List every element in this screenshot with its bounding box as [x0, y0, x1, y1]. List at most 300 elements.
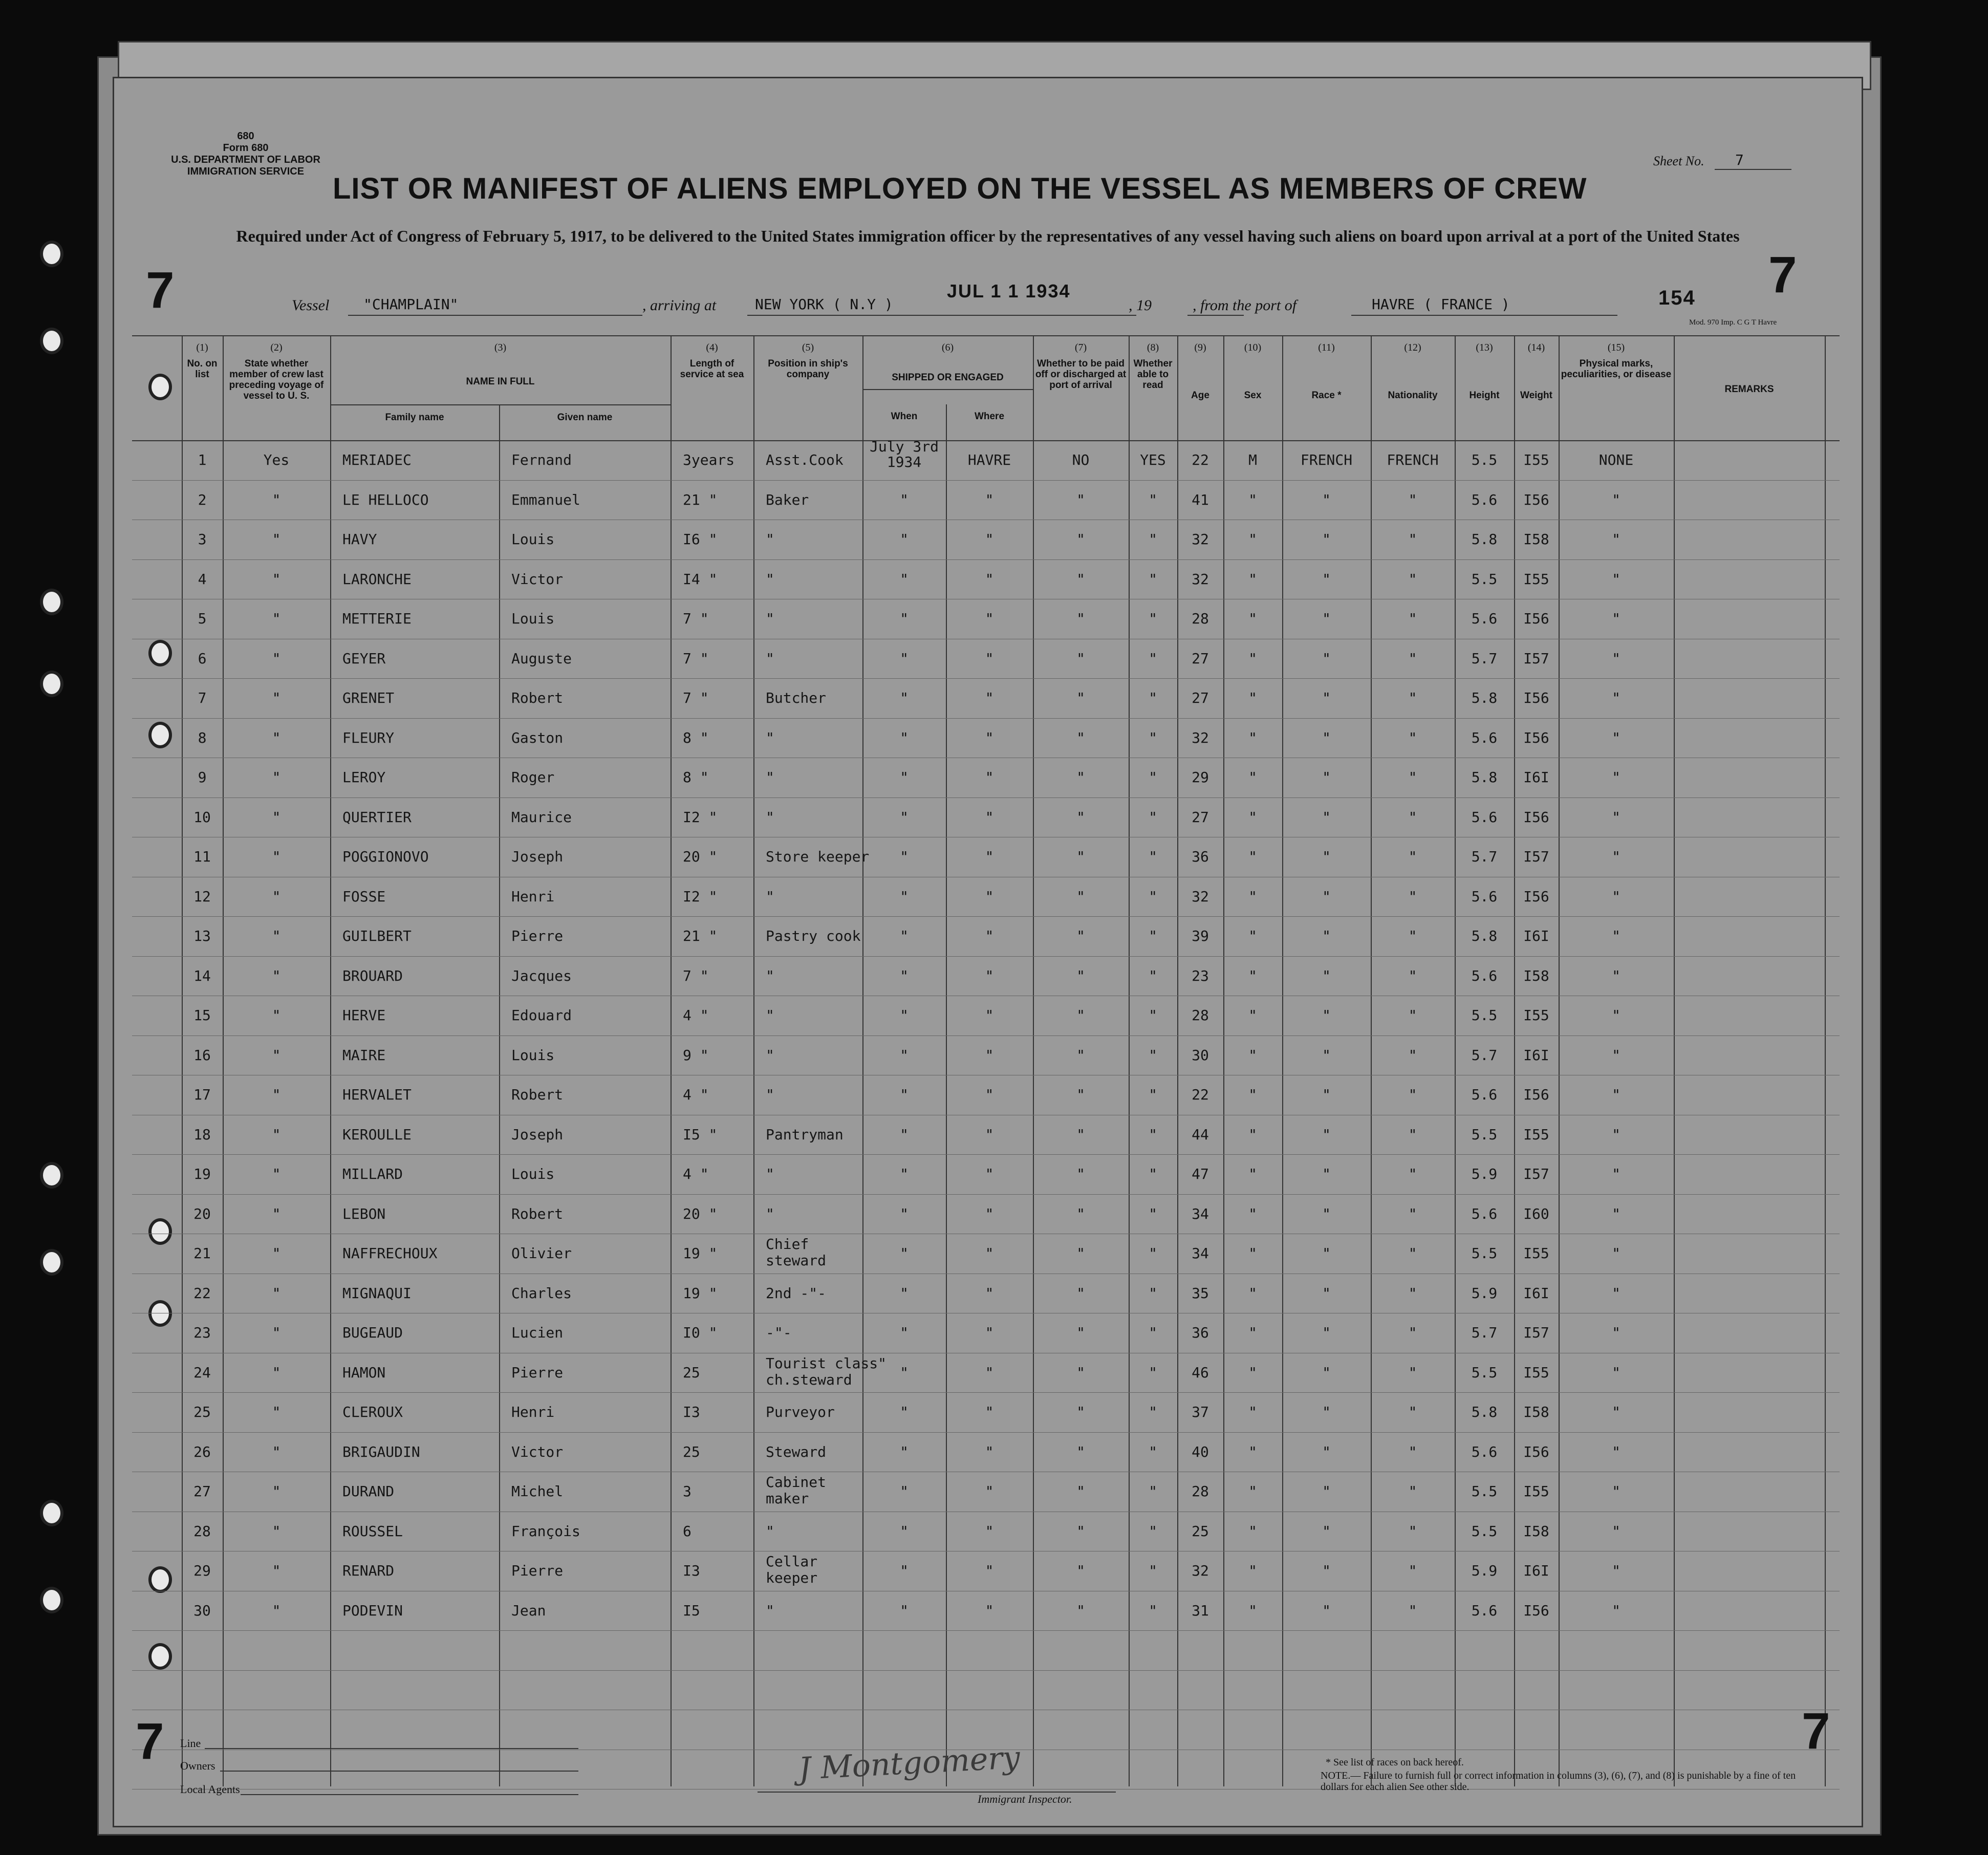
- cell-position: ": [766, 1205, 774, 1222]
- cell-when: ": [900, 650, 909, 667]
- cell-family: MIGNAQUI: [342, 1284, 412, 1302]
- cell-nat: ": [1408, 1443, 1417, 1460]
- row-rule: [132, 1432, 1840, 1433]
- cell-when: ": [900, 967, 909, 984]
- cell-marks: ": [1612, 531, 1620, 548]
- column-header: No. on list: [187, 358, 218, 380]
- cell-height: 5.6: [1471, 729, 1498, 746]
- cell-sex: ": [1248, 729, 1257, 746]
- punch-hole: [148, 1566, 172, 1593]
- agents-underline: [241, 1794, 578, 1795]
- cell-height: 5.5: [1471, 1364, 1498, 1381]
- cell-where: ": [985, 848, 994, 865]
- cell-age: 41: [1192, 491, 1209, 508]
- cell-service: 6: [683, 1522, 692, 1540]
- cell-marks: ": [1612, 1166, 1620, 1182]
- table-top-border: [132, 335, 1840, 336]
- cell-sex: ": [1248, 570, 1257, 588]
- cell-given: Lucien: [511, 1324, 564, 1341]
- cell-service: 25: [683, 1364, 700, 1381]
- from-port-label: , from the port of: [1193, 297, 1297, 314]
- cell-given: Olivier: [511, 1245, 572, 1262]
- cell-height: 5.6: [1471, 610, 1498, 627]
- cell-weight: I55: [1523, 1007, 1549, 1024]
- cell-given: Gaston: [511, 729, 564, 746]
- cell-when: ": [900, 491, 909, 508]
- cell-position: Store keeper: [766, 848, 870, 865]
- cell-read: ": [1149, 1284, 1157, 1302]
- cell-sex: ": [1248, 1562, 1257, 1579]
- column-header: Sex: [1244, 390, 1262, 401]
- cell-sex: ": [1248, 888, 1257, 905]
- cell-nat: ": [1408, 1126, 1417, 1143]
- cell-no: 12: [193, 888, 211, 905]
- page-mark-top-right: 7: [1768, 246, 1797, 304]
- cell-position: Pastry cook: [766, 928, 861, 944]
- cell-family: QUERTIER: [342, 808, 412, 826]
- cell-family: CLEROUX: [342, 1404, 403, 1420]
- cell-position: -"-: [766, 1324, 792, 1341]
- punch-hole: [40, 1162, 63, 1189]
- cell-sex: ": [1248, 967, 1257, 984]
- cell-prev: ": [272, 888, 281, 905]
- cell-when: ": [900, 1126, 909, 1143]
- cell-where: ": [985, 1245, 994, 1262]
- cell-height: 5.5: [1471, 1483, 1498, 1500]
- cell-family: ROUSSEL: [342, 1522, 403, 1540]
- cell-height: 5.6: [1471, 1602, 1498, 1619]
- cell-no: 25: [193, 1404, 211, 1420]
- cell-sex: ": [1248, 1007, 1257, 1024]
- cell-read: ": [1149, 1245, 1157, 1262]
- column-header: NAME IN FULL: [466, 376, 535, 387]
- cell-paid: ": [1076, 570, 1085, 588]
- cell-family: POGGIONOVO: [342, 848, 429, 865]
- column-header: Whether able to read: [1133, 358, 1173, 391]
- cell-marks: ": [1612, 729, 1620, 746]
- cell-where: ": [985, 1483, 994, 1500]
- cell-age: 27: [1192, 650, 1209, 667]
- cell-family: BUGEAUD: [342, 1324, 403, 1341]
- cell-height: 5.6: [1471, 1086, 1498, 1103]
- cell-no: 21: [193, 1245, 211, 1262]
- cell-prev: ": [272, 570, 281, 588]
- cell-paid: ": [1076, 650, 1085, 667]
- cell-family: METTERIE: [342, 610, 412, 627]
- cell-age: 46: [1192, 1364, 1209, 1381]
- cell-nat: ": [1408, 888, 1417, 905]
- punch-hole: [148, 1643, 172, 1670]
- cell-no: 9: [198, 769, 207, 786]
- cell-position: ": [766, 1046, 774, 1064]
- row-rule: [132, 1392, 1840, 1393]
- cell-family: LE HELLOCO: [342, 491, 429, 508]
- cell-prev: ": [272, 1602, 281, 1619]
- cell-age: 32: [1192, 570, 1209, 588]
- cell-nat: ": [1408, 1007, 1417, 1024]
- punch-hole: [148, 722, 172, 748]
- cell-read: ": [1149, 928, 1157, 944]
- cell-weight: I56: [1523, 610, 1549, 627]
- cell-height: 5.6: [1471, 808, 1498, 826]
- cell-weight: I56: [1523, 689, 1549, 706]
- punch-hole: [40, 1249, 63, 1276]
- cell-service: I5: [683, 1602, 700, 1619]
- cell-weight: I56: [1523, 1086, 1549, 1103]
- cell-given: Robert: [511, 1205, 564, 1222]
- cell-age: 34: [1192, 1245, 1209, 1262]
- cell-when: ": [900, 1284, 909, 1302]
- cell-paid: ": [1076, 848, 1085, 865]
- cell-weight: I55: [1523, 1483, 1549, 1500]
- cell-position: ": [766, 1007, 774, 1024]
- column-rule: [1674, 335, 1675, 1786]
- cell-where: ": [985, 689, 994, 706]
- cell-marks: ": [1612, 491, 1620, 508]
- cell-marks: ": [1612, 689, 1620, 706]
- cell-prev: ": [272, 650, 281, 667]
- cell-nat: ": [1408, 808, 1417, 826]
- cell-paid: ": [1076, 769, 1085, 786]
- punch-hole: [40, 671, 63, 697]
- cell-weight: I55: [1523, 1364, 1549, 1381]
- cell-paid: ": [1076, 1166, 1085, 1182]
- cell-no: 27: [193, 1483, 211, 1500]
- punch-hole: [40, 1587, 63, 1613]
- penalty-note: NOTE.— Failure to furnish full or correct information in columns (3), (6), (7), and (8) is punishable by a fine of ten dollars for each alien See other side.: [1321, 1770, 1796, 1793]
- cell-race: ": [1322, 1522, 1331, 1540]
- cell-given: Henri: [511, 888, 555, 905]
- cell-given: François: [511, 1522, 580, 1540]
- cell-prev: ": [272, 1284, 281, 1302]
- cell-height: 5.8: [1471, 769, 1498, 786]
- cell-no: 6: [198, 650, 207, 667]
- cell-weight: I58: [1523, 531, 1549, 548]
- cell-sex: ": [1248, 1324, 1257, 1341]
- cell-read: ": [1149, 650, 1157, 667]
- subheader-rule: [862, 389, 1033, 390]
- cell-no: 17: [193, 1086, 211, 1103]
- subheader-when: When: [891, 411, 918, 422]
- cell-paid: ": [1076, 1483, 1085, 1500]
- cell-service: 21 ": [683, 491, 718, 508]
- cell-paid: ": [1076, 1284, 1085, 1302]
- cell-age: 32: [1192, 531, 1209, 548]
- column-header: Weight: [1520, 390, 1552, 401]
- cell-given: Jacques: [511, 967, 572, 984]
- cell-race: ": [1322, 1562, 1331, 1579]
- cell-service: I6 ": [683, 531, 718, 548]
- cell-race: ": [1322, 1364, 1331, 1381]
- cell-marks: ": [1612, 1007, 1620, 1024]
- cell-service: I2 ": [683, 888, 718, 905]
- cell-prev: ": [272, 1086, 281, 1103]
- cell-no: 11: [193, 848, 211, 865]
- cell-sex: ": [1248, 1126, 1257, 1143]
- cell-age: 36: [1192, 1324, 1209, 1341]
- cell-service: 7 ": [683, 610, 709, 627]
- cell-race: ": [1322, 928, 1331, 944]
- cell-no: 13: [193, 928, 211, 944]
- cell-no: 8: [198, 729, 207, 746]
- cell-sex: ": [1248, 1205, 1257, 1222]
- cell-where: ": [985, 1602, 994, 1619]
- cell-family: FOSSE: [342, 888, 386, 905]
- cell-race: ": [1322, 769, 1331, 786]
- cell-service: 4 ": [683, 1166, 709, 1182]
- page-mark-top-left: 7: [146, 262, 175, 319]
- cell-paid: ": [1076, 531, 1085, 548]
- column-number: (13): [1476, 342, 1493, 353]
- cell-sex: ": [1248, 1404, 1257, 1420]
- cell-race: ": [1322, 967, 1331, 984]
- cell-height: 5.6: [1471, 1205, 1498, 1222]
- cell-weight: I56: [1523, 1443, 1549, 1460]
- cell-read: ": [1149, 570, 1157, 588]
- subheader-family: Family name: [385, 412, 444, 423]
- cell-weight: I6I: [1523, 769, 1549, 786]
- cell-race: ": [1322, 888, 1331, 905]
- cell-race: ": [1322, 610, 1331, 627]
- cell-read: ": [1149, 1562, 1157, 1579]
- cell-height: 5.6: [1471, 967, 1498, 984]
- cell-position: ": [766, 650, 774, 667]
- cell-no: 1: [198, 451, 207, 468]
- cell-sex: ": [1248, 1483, 1257, 1500]
- cell-nat: ": [1408, 1324, 1417, 1341]
- cell-read: ": [1149, 1007, 1157, 1024]
- cell-paid: ": [1076, 1205, 1085, 1222]
- cell-race: ": [1322, 1205, 1331, 1222]
- cell-read: ": [1149, 729, 1157, 746]
- cell-read: ": [1149, 1483, 1157, 1500]
- cell-sex: ": [1248, 808, 1257, 826]
- row-rule: [132, 1154, 1840, 1155]
- cell-nat: ": [1408, 1284, 1417, 1302]
- cell-prev: ": [272, 928, 281, 944]
- cell-where: ": [985, 1284, 994, 1302]
- cell-marks: ": [1612, 928, 1620, 944]
- cell-sex: ": [1248, 928, 1257, 944]
- cell-family: LEBON: [342, 1205, 386, 1222]
- column-number: (14): [1527, 342, 1545, 353]
- column-number: (15): [1607, 342, 1625, 353]
- cell-given: Maurice: [511, 808, 572, 826]
- cell-weight: I6I: [1523, 928, 1549, 944]
- cell-service: 8 ": [683, 769, 709, 786]
- line-label: Line: [180, 1737, 201, 1750]
- cell-no: 5: [198, 610, 207, 627]
- cell-family: HAVY: [342, 531, 377, 548]
- cell-prev: ": [272, 1046, 281, 1064]
- cell-family: LEROY: [342, 769, 386, 786]
- cell-read: ": [1149, 769, 1157, 786]
- cell-family: FLEURY: [342, 729, 395, 746]
- cell-sex: ": [1248, 491, 1257, 508]
- cell-race: ": [1322, 729, 1331, 746]
- row-rule: [132, 718, 1840, 719]
- inspector-signature: J Montgomery: [797, 1739, 1021, 1787]
- cell-family: DURAND: [342, 1483, 395, 1500]
- cell-nat: ": [1408, 1205, 1417, 1222]
- cell-marks: ": [1612, 1284, 1620, 1302]
- cell-given: Robert: [511, 689, 564, 706]
- cell-nat: ": [1408, 1522, 1417, 1540]
- cell-marks: ": [1612, 1245, 1620, 1262]
- cell-read: ": [1149, 888, 1157, 905]
- cell-nat: FRENCH: [1387, 451, 1439, 468]
- cell-nat: ": [1408, 531, 1417, 548]
- cell-no: 20: [193, 1205, 211, 1222]
- cell-when: ": [900, 1522, 909, 1540]
- cell-nat: ": [1408, 689, 1417, 706]
- cell-prev: ": [272, 967, 281, 984]
- cell-marks: ": [1612, 1443, 1620, 1460]
- cell-race: ": [1322, 1126, 1331, 1143]
- cell-race: ": [1322, 650, 1331, 667]
- cell-weight: I56: [1523, 808, 1549, 826]
- cell-when: ": [900, 1443, 909, 1460]
- arriving-label: , arriving at: [642, 297, 717, 314]
- cell-weight: I55: [1523, 1245, 1549, 1262]
- cell-given: Louis: [511, 1166, 555, 1182]
- cell-where: ": [985, 967, 994, 984]
- cell-paid: ": [1076, 610, 1085, 627]
- cell-age: 22: [1192, 451, 1209, 468]
- cell-marks: ": [1612, 1483, 1620, 1500]
- cell-when: ": [900, 1046, 909, 1064]
- cell-race: ": [1322, 1284, 1331, 1302]
- cell-no: 18: [193, 1126, 211, 1143]
- cell-service: 9 ": [683, 1046, 709, 1064]
- cell-paid: ": [1076, 888, 1085, 905]
- cell-sex: ": [1248, 769, 1257, 786]
- cell-where: ": [985, 1443, 994, 1460]
- cell-marks: ": [1612, 808, 1620, 826]
- punch-hole: [40, 1500, 63, 1526]
- cell-sex: ": [1248, 1166, 1257, 1182]
- cell-race: ": [1322, 1007, 1331, 1024]
- cell-age: 27: [1192, 689, 1209, 706]
- cell-sex: ": [1248, 1046, 1257, 1064]
- cell-race: ": [1322, 848, 1331, 865]
- cell-family: GEYER: [342, 650, 386, 667]
- year-underline: [1187, 315, 1244, 316]
- cell-read: ": [1149, 967, 1157, 984]
- cell-weight: I58: [1523, 967, 1549, 984]
- cell-age: 36: [1192, 848, 1209, 865]
- cell-prev: ": [272, 1404, 281, 1420]
- cell-height: 5.9: [1471, 1562, 1498, 1579]
- cell-race: ": [1322, 1443, 1331, 1460]
- cell-paid: ": [1076, 1364, 1085, 1381]
- cell-race: ": [1322, 1483, 1331, 1500]
- cell-position: 2nd -"-: [766, 1284, 827, 1302]
- cell-nat: ": [1408, 848, 1417, 865]
- cell-service: I3: [683, 1562, 700, 1579]
- cell-paid: ": [1076, 1404, 1085, 1420]
- cell-service: 7 ": [683, 967, 709, 984]
- cell-where: ": [985, 808, 994, 826]
- cell-age: 44: [1192, 1126, 1209, 1143]
- cell-height: 5.7: [1471, 1324, 1498, 1341]
- cell-given: Victor: [511, 1443, 564, 1460]
- cell-height: 5.8: [1471, 531, 1498, 548]
- cell-age: 28: [1192, 1007, 1209, 1024]
- cell-given: Pierre: [511, 1364, 564, 1381]
- cell-paid: ": [1076, 689, 1085, 706]
- cell-marks: ": [1612, 1404, 1620, 1420]
- cell-read: ": [1149, 1602, 1157, 1619]
- vessel-name: "CHAMPLAIN": [363, 296, 459, 313]
- cell-prev: ": [272, 1443, 281, 1460]
- cell-when: ": [900, 1245, 909, 1262]
- cell-age: 39: [1192, 928, 1209, 944]
- cell-marks: ": [1612, 1562, 1620, 1579]
- column-header: Age: [1191, 390, 1209, 401]
- cell-given: Louis: [511, 531, 555, 548]
- cell-read: ": [1149, 531, 1157, 548]
- cell-service: I4 ": [683, 570, 718, 588]
- cell-nat: ": [1408, 1562, 1417, 1579]
- row-rule: [132, 1194, 1840, 1195]
- cell-where: ": [985, 491, 994, 508]
- cell-no: 19: [193, 1166, 211, 1182]
- cell-sex: ": [1248, 1086, 1257, 1103]
- cell-no: 26: [193, 1443, 211, 1460]
- cell-weight: I57: [1523, 1324, 1549, 1341]
- cell-nat: ": [1408, 1046, 1417, 1064]
- column-header: Nationality: [1388, 390, 1438, 401]
- cell-position: Baker: [766, 491, 809, 508]
- cell-position: ": [766, 1522, 774, 1540]
- cell-weight: I58: [1523, 1522, 1549, 1540]
- column-header: Whether to be paid off or discharged at port of arrival: [1035, 358, 1127, 391]
- cell-age: 32: [1192, 888, 1209, 905]
- cell-when: ": [900, 1166, 909, 1182]
- cell-nat: ": [1408, 967, 1417, 984]
- punch-hole: [148, 374, 172, 400]
- cell-position: ": [766, 808, 774, 826]
- cell-where: ": [985, 1086, 994, 1103]
- cell-position-line2: maker: [766, 1490, 809, 1507]
- cell-where: ": [985, 1166, 994, 1182]
- column-rule: [1825, 335, 1826, 1786]
- cell-nat: ": [1408, 1404, 1417, 1420]
- cell-position: Purveyor: [766, 1404, 835, 1420]
- cell-position: Chief: [766, 1236, 809, 1253]
- column-number: (6): [941, 342, 954, 353]
- cell-where: ": [985, 531, 994, 548]
- cell-position: ": [766, 729, 774, 746]
- cell-service: I2 ": [683, 808, 718, 826]
- column-header: SHIPPED OR ENGAGED: [892, 372, 1004, 383]
- row-rule: [132, 678, 1840, 679]
- cell-marks: ": [1612, 848, 1620, 865]
- cell-service: 19 ": [683, 1245, 718, 1262]
- cell-service: 3: [683, 1483, 692, 1500]
- column-number: (8): [1147, 342, 1159, 353]
- cell-age: 31: [1192, 1602, 1209, 1619]
- cell-nat: ": [1408, 1364, 1417, 1381]
- subheader-given: Given name: [557, 412, 613, 423]
- line-underline: [205, 1748, 578, 1749]
- page-mark-bottom-right: 7: [1802, 1702, 1830, 1760]
- cell-paid: ": [1076, 729, 1085, 746]
- cell-height: 5.5: [1471, 451, 1498, 468]
- cell-prev: Yes: [263, 451, 290, 468]
- cell-marks: ": [1612, 1205, 1620, 1222]
